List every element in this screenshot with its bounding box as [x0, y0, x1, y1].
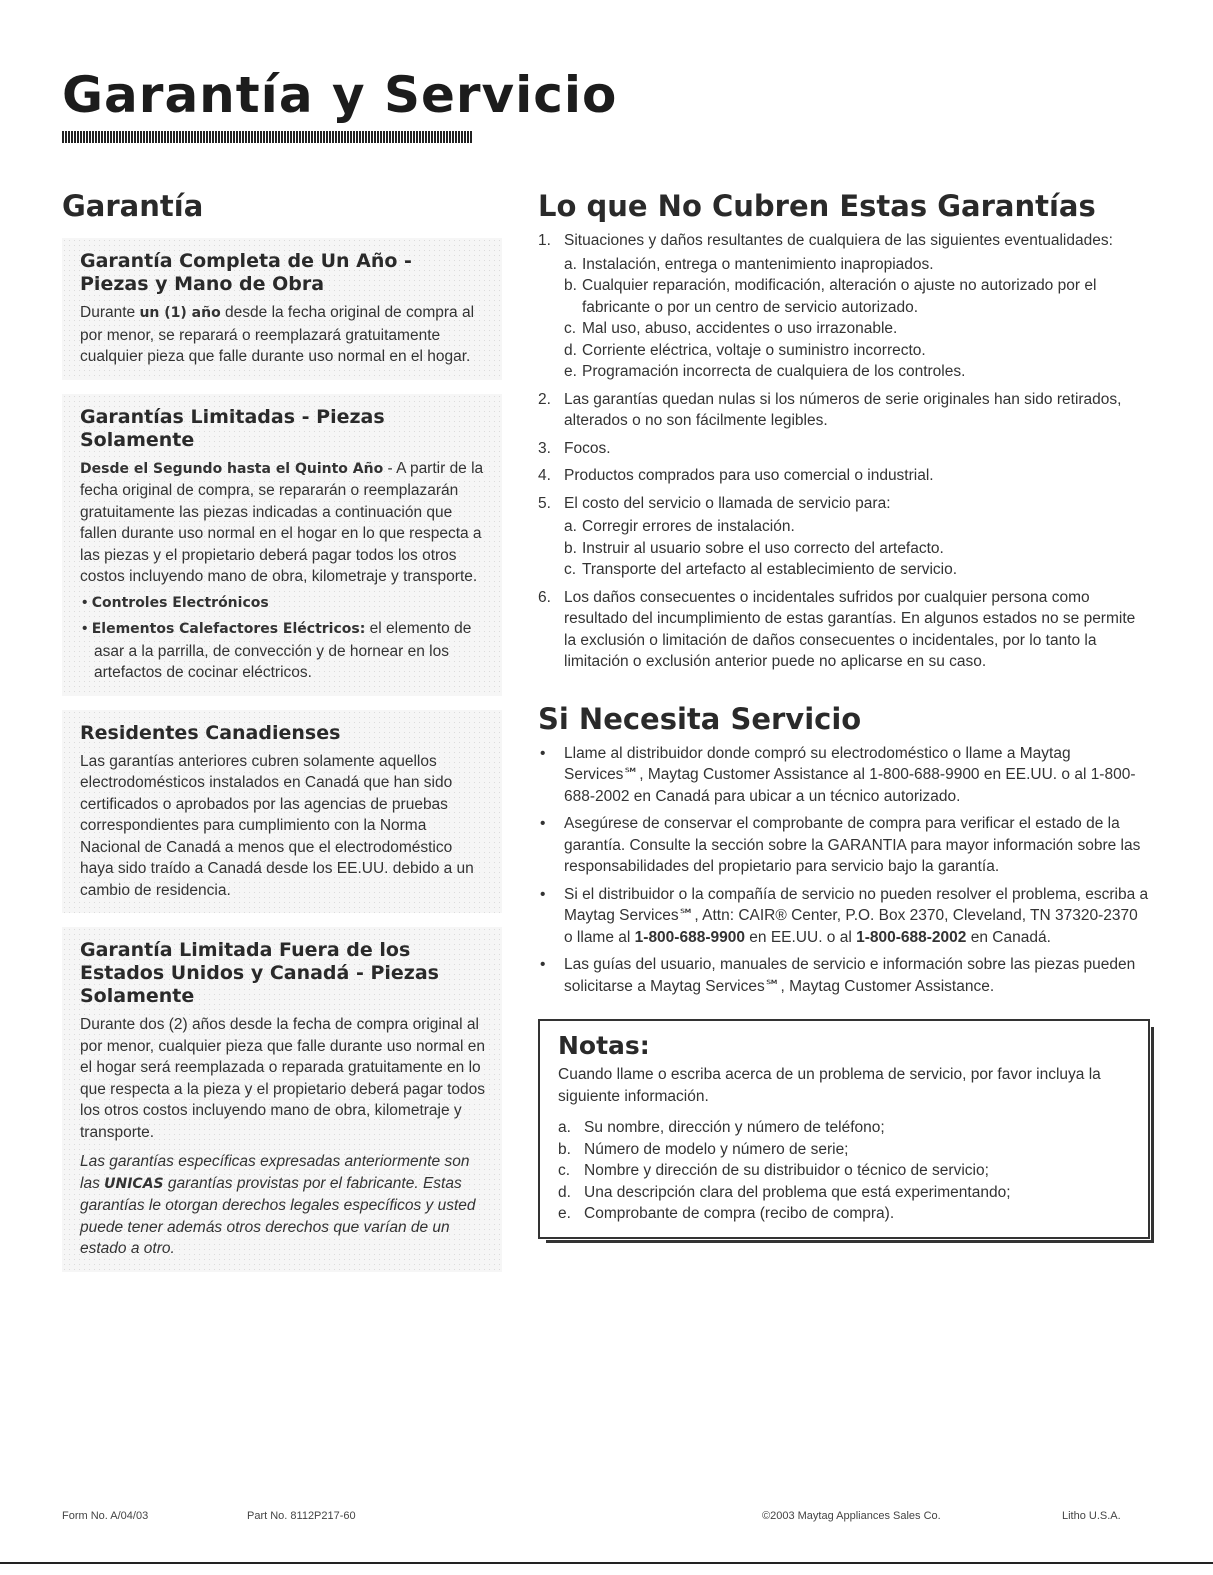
warranty-title: Garantía: [62, 189, 204, 223]
list-item: 1. Situaciones y daños resultantes de cualquiera de las siguientes eventualidades: a. Instalación, entrega o mantenimiento inapropiados. b. Cualquier reparación, modificación, alteración o ajuste no autorizado por el fabricante o por un centro de servicio autorizado. c. Mal uso, abuso, accidentes o uso irrazonable. d. Corriente eléctrica, voltaje o suministro incorrecto. e. Programación incorrecta de cualquiera de los controles.: [538, 230, 1150, 383]
limited-heading: Garantías Limitadas - Piezas Solamente: [80, 405, 385, 451]
not-covered-list: [538, 230, 1150, 673]
outside-warranty-box: [62, 927, 502, 1272]
full-year-warranty-box: [62, 238, 502, 380]
list-item: • Las guías del usuario, manuales de servicio e información sobre las piezas pueden solicitarse a Maytag Services℠, Maytag Customer Assistance.: [540, 956, 1136, 995]
warranty-column: [62, 188, 502, 1272]
footer: [62, 1510, 1142, 1528]
notes-intro: Cuando llame o escriba acerca de un problema de servicio, por favor incluya la siguiente información.: [558, 1066, 1101, 1105]
service-title: Si Necesita Servicio: [538, 701, 862, 736]
outside-text: Durante dos (2) años desde la fecha de compra original al por menor, cualquier pieza que falle durante uso normal en el hogar será reemplazada o reparada gratuitamente en lo que respecta a la pieza y el propietario deberá pagar todos los otros costos incluyendo mano de obra, kilometraje y transporte.: [80, 1016, 485, 1141]
list-item: 5. El costo del servicio o llamada de servicio para: a. Corregir errores de instalación. b. Instruir al usuario sobre el uso correcto del artefacto. c. Transporte del artefacto al establecimiento de servicio.: [538, 493, 1150, 581]
sub-list-item: a. Instalación, entrega o mantenimiento inapropiados.: [564, 255, 934, 273]
outside-italic-text: Las garantías específicas expresadas anteriormente son las UNICAS garantías provistas por el fabricante. Estas garantías le otorgan derechos legales específicos y usted puede tener además otros derechos que varían de un estado a otro.: [80, 1153, 476, 1257]
not-covered-title: Lo que No Cubren Estas Garantías: [538, 189, 1096, 223]
title-rule: [62, 131, 472, 143]
sub-list-item: c. Mal uso, abuso, accidentes o uso irrazonable.: [564, 320, 898, 337]
list-item: 6. Los daños consecuentes o incidentales sufridos por cualquier persona como resultado del incumplimiento de estas garantías. En algunos estados no se permite la exclusión o limitación de daños consecuentes o incidentales, por lo tanto la limitación o exclusión anterior puede no aplicarse en su caso.: [538, 588, 1136, 670]
full-year-heading: Garantía Completa de Un Año - Piezas y Mano de Obra: [80, 250, 412, 295]
limited-text: Desde el Segundo hasta el Quinto Año - A partir de la fecha original de compra, se repararán o reemplazarán gratuitamente las piezas indicadas a continuación que fallen durante uso normal en el hogar en lo que respecta a las piezas y el propietario deberá pagar todos los otros costos incluyendo mano de obra, kilometraje y transporte.: [80, 459, 484, 585]
bottom-rule: [0, 1562, 1213, 1564]
canadian-residents-box: [62, 710, 502, 914]
list-item: 2. Las garantías quedan nulas si los números de serie originales han sido retirados, alterados o no son fácilmente legibles.: [538, 390, 1122, 429]
list-item: • Si el distribuidor o la compañía de servicio no pueden resolver el problema, escriba a Maytag Services℠, Attn: CAIR® Center, P.O. Box 2370, Cleveland, TN 37320-2370 o llame al 1-800-688-9900 en EE.UU. o al 1-800-688-2002 en Canadá.: [540, 885, 1149, 946]
copyright: ©2003 Maytag Appliances Sales Co.: [762, 1510, 941, 1522]
list-item: • Asegúrese de conservar el comprobante de compra para verificar el estado de la garantía. Consulte la sección sobre la GARANTIA para mayor información sobre las responsabilidades del propietario para servicio bajo la garantía.: [540, 815, 1141, 875]
service-list: [538, 743, 1150, 998]
sub-list-item: a. Corregir errores de instalación.: [564, 518, 795, 535]
full-year-text: Durante un (1) año desde la fecha original de compra al por menor, se reparará o reemplazará gratuitamente cualquier pieza que falle durante uso normal en el hogar.: [80, 304, 475, 365]
list-item: 4. Productos comprados para uso comercial o industrial.: [538, 467, 934, 484]
limited-bullet-electronic-controls: • Controles Electrónicos: [82, 593, 269, 611]
list-item: c. Nombre y dirección de su distribuidor o técnico de servicio;: [558, 1162, 989, 1179]
list-item: 3. Focos.: [538, 439, 611, 457]
list-item: d. Una descripción clara del problema que está experimentando;: [558, 1183, 1011, 1201]
right-column: [538, 188, 1150, 1239]
limited-bullet-heating-elements: • Elementos Calefactores Eléctricos: el elemento de asar a la parrilla, de convección y de hornear en los artefactos de cocinar eléctricos.: [82, 620, 472, 681]
limited-warranty-box: [62, 394, 502, 696]
canadian-heading: Residentes Canadienses: [80, 721, 341, 744]
sub-list-item: b. Instruir al usuario sobre el uso correcto del artefacto.: [564, 539, 944, 557]
list-item: b. Número de modelo y número de serie;: [558, 1140, 849, 1158]
sub-list-item: c. Transporte del artefacto al establecimiento de servicio.: [564, 561, 958, 578]
outside-heading: Garantía Limitada Fuera de los Estados Unidos y Canadá - Piezas Solamente: [80, 939, 439, 1007]
form-number: Form No. A/04/03: [62, 1510, 149, 1522]
sub-list-item: b. Cualquier reparación, modificación, alteración o ajuste no autorizado por el fabricante o por un centro de servicio autorizado.: [564, 277, 1097, 316]
canadian-text: Las garantías anteriores cubren solamente aquellos electrodomésticos instalados en Canadá que han sido certificados o aprobados por las agencias de pruebas correspondientes para cumplimiento con la Norma Nacional de Canadá a menos que el electrodoméstico haya sido traído a Canadá desde los EE.UU. debido a un cambio de residencia.: [80, 752, 474, 899]
page-title: Garantía y Servicio: [62, 66, 618, 124]
notes-title: Notas:: [558, 1031, 650, 1060]
list-item: a. Su nombre, dirección y número de teléfono;: [558, 1119, 885, 1136]
notes-list: [558, 1117, 1130, 1225]
sub-list-item: e. Programación incorrecta de cualquiera de los controles.: [564, 363, 966, 380]
list-item: e. Comprobante de compra (recibo de compra).: [558, 1205, 895, 1222]
list-item: • Llame al distribuidor donde compró su electrodoméstico o llame a Maytag Services℠, Maytag Customer Assistance al 1-800-688-9900 en EE.UU. o al 1-800-688-2002 en Canadá para ubicar a un técnico autorizado.: [540, 744, 1136, 805]
litho: Litho U.S.A.: [1062, 1510, 1121, 1522]
part-number: Part No. 8112P217-60: [247, 1510, 356, 1522]
notes-box: [538, 1019, 1150, 1239]
sub-list-item: d. Corriente eléctrica, voltaje o suministro incorrecto.: [564, 341, 926, 359]
